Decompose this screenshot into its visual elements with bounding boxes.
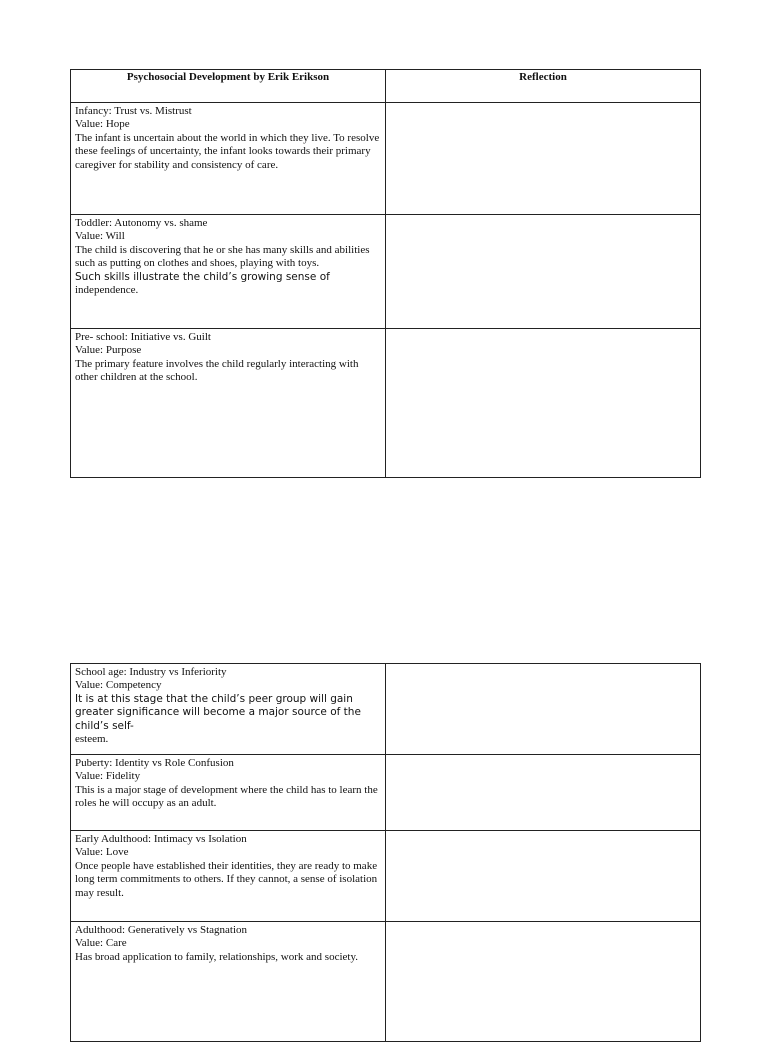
stage-description: The primary feature involves the child regularly interacting with other children at the school. <box>75 357 359 384</box>
header-stages: Psychosocial Development by Erik Erikson <box>71 70 386 103</box>
table-row <box>71 664 701 755</box>
stage-description-alt: It is at this stage that the child’s peer group will gain greater significance will become a major source of the child’s self- <box>75 692 361 732</box>
stage-cell <box>71 664 386 755</box>
reflection-cell[interactable] <box>386 755 701 831</box>
stage-cell <box>71 831 386 922</box>
stage-title: Early Adulthood: Intimacy vs Isolation <box>75 833 247 845</box>
reflection-cell[interactable] <box>386 215 701 329</box>
stage-description: Has broad application to family, relationships, work and society. <box>75 950 358 963</box>
table-header-row <box>71 70 701 103</box>
table-row <box>71 755 701 831</box>
stage-title: Pre- school: Initiative vs. Guilt <box>75 331 211 343</box>
table-row <box>71 215 701 329</box>
stage-cell <box>71 215 386 329</box>
stage-value: Value: Care <box>75 937 127 950</box>
stage-value: Value: Purpose <box>75 344 142 357</box>
stage-cell <box>71 103 386 215</box>
stage-value: Value: Competency <box>75 679 162 692</box>
erikson-table-top <box>70 69 701 478</box>
stage-value: Value: Love <box>75 846 129 859</box>
table-row <box>71 329 701 478</box>
stage-value: Value: Fidelity <box>75 770 141 783</box>
stage-description: The child is discovering that he or she has many skills and abilities such as putting on clothes and shoes, playing with toys. <box>75 243 370 270</box>
reflection-cell[interactable] <box>386 664 701 755</box>
stage-cell <box>71 755 386 831</box>
stage-title: Infancy: Trust vs. Mistrust <box>75 105 192 117</box>
table-row <box>71 831 701 922</box>
stage-description-alt: Such skills illustrate the child’s growing sense of <box>75 270 330 283</box>
table-row <box>71 103 701 215</box>
stage-title: School age: Industry vs Inferiority <box>75 666 227 678</box>
reflection-cell[interactable] <box>386 329 701 478</box>
stage-description: Once people have established their identities, they are ready to make long term commitments to others. If they cannot, a sense of isolation may result. <box>75 859 378 899</box>
stage-description: This is a major stage of development where the child has to learn the roles he will occupy as an adult. <box>75 783 378 810</box>
stage-title: Toddler: Autonomy vs. shame <box>75 217 208 229</box>
stage-value: Value: Will <box>75 230 125 243</box>
stage-cell <box>71 329 386 478</box>
stage-description: The infant is uncertain about the world in which they live. To resolve these feelings of uncertainty, the infant looks towards their primary caregiver for stability and consistency of care. <box>75 131 380 171</box>
stage-title: Adulthood: Generatively vs Stagnation <box>75 924 247 936</box>
erikson-table-bottom <box>70 663 701 1042</box>
reflection-cell[interactable] <box>386 103 701 215</box>
stage-description-tail: esteem. <box>75 733 109 746</box>
stage-description-tail: independence. <box>75 284 139 297</box>
stage-title: Puberty: Identity vs Role Confusion <box>75 757 234 769</box>
stage-value: Value: Hope <box>75 118 130 131</box>
reflection-cell[interactable] <box>386 831 701 922</box>
header-reflection: Reflection <box>386 70 701 103</box>
